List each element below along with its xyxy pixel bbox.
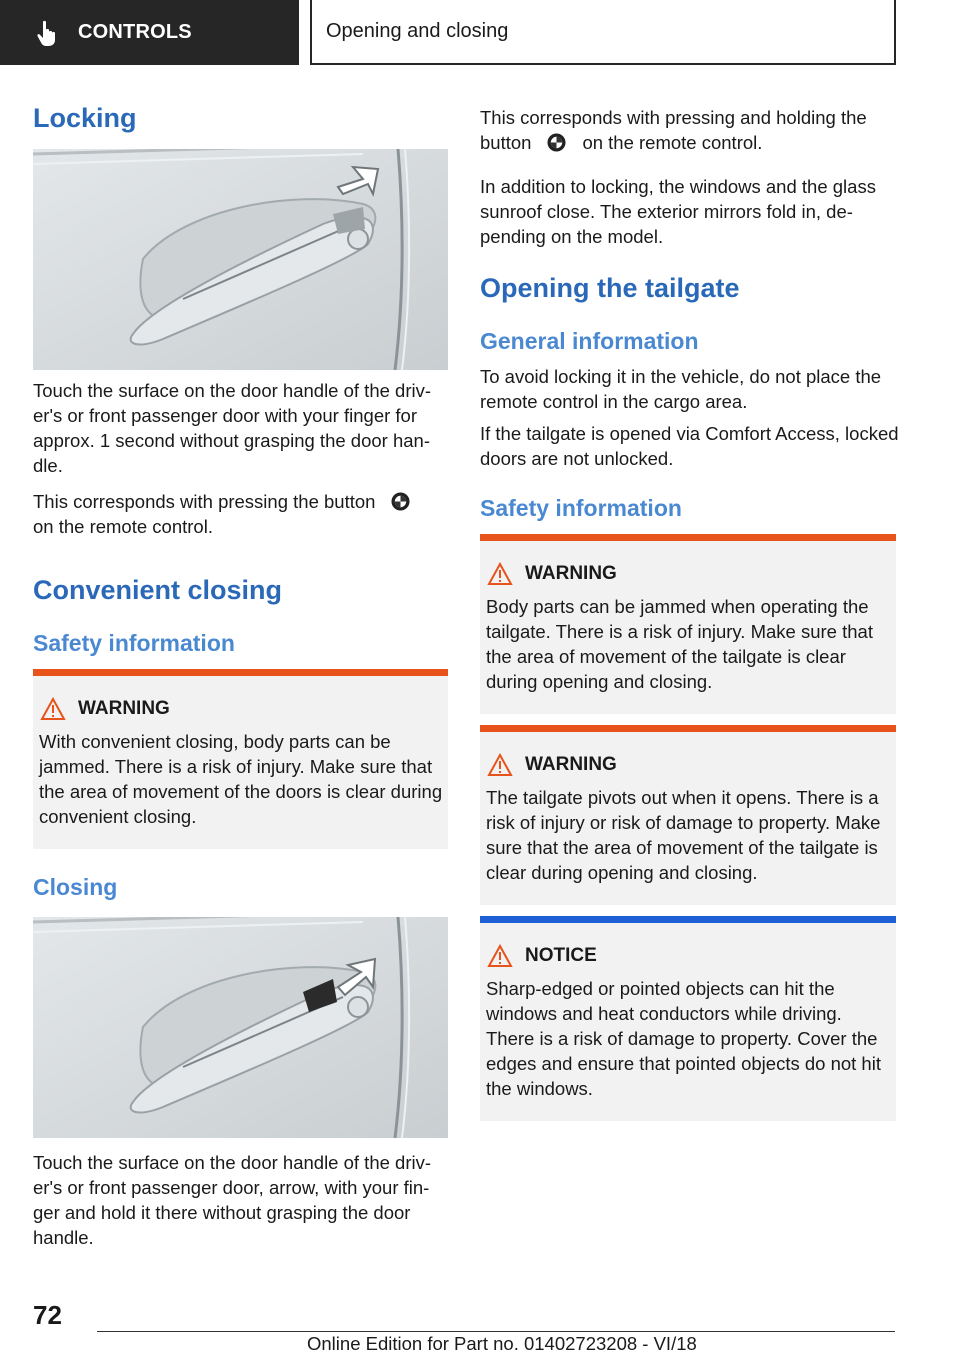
warning-triangle-icon (487, 944, 513, 968)
opening-tailgate-heading: Opening the tailgate (480, 273, 740, 303)
notice-body: Sharp-edged or pointed objects can hit the windows and heat conductors while driving. There is a risk of damage to property. Cover the edges and ensure that pointed objects do not hit the windows. (486, 978, 881, 1099)
topic-tab (310, 0, 896, 65)
locking-paragraph-2-a: This corresponds with pressing the button (33, 491, 376, 512)
door-handle-illustration-closing (33, 917, 448, 1138)
notice-title: NOTICE (525, 945, 597, 966)
notice-box-tailgate (480, 916, 896, 1121)
warning-bar (480, 725, 896, 732)
locking-paragraph-1: Touch the surface on the door handle of the driv-er's or front passenger door with your finger for approx. 1 second without grasping the door han-dle. (33, 380, 432, 476)
right-paragraph-1 (480, 105, 900, 155)
warning-box-convenient (33, 669, 448, 849)
warning-title: WARNING (525, 754, 617, 775)
convenient-closing-heading: Convenient closing (33, 575, 283, 605)
bmw-logo-icon (391, 492, 410, 511)
page-number: 72 (33, 1300, 62, 1330)
footer-edition: Online Edition for Part no. 01402723208 - VI/18 (307, 1333, 697, 1354)
bmw-logo-icon (547, 133, 566, 152)
general-paragraph-2: If the tailgate is opened via Comfort Access, locked doors are not unlocked. (480, 423, 899, 469)
warning-bar (480, 534, 896, 541)
warning-box-tailgate-2 (480, 725, 896, 905)
general-information-heading: General information (480, 328, 699, 354)
locking-heading: Locking (33, 103, 137, 133)
warning-title: WARNING (525, 563, 617, 584)
topic-label: Opening and closing (326, 20, 509, 42)
safety-information-heading-left: Safety information (33, 630, 235, 656)
locking-paragraph-2-b: on the remote control. (33, 516, 213, 537)
closing-paragraph: Touch the surface on the door handle of the driv-er's or front passenger door, arrow, with your fin-ger and hold it there without grasping the door handle. (33, 1152, 432, 1248)
hand-pointer-icon (34, 18, 64, 48)
general-paragraph-1: To avoid locking it in the vehicle, do not place the remote control in the cargo area. (480, 366, 882, 412)
warning-title: WARNING (78, 698, 170, 719)
notice-bar (480, 916, 896, 923)
warning-bar (33, 669, 448, 676)
section-tab (0, 0, 299, 65)
warning-triangle-icon (487, 753, 513, 777)
warning-body: The tailgate pivots out when it opens. There is a risk of injury or risk of damage to property. Make sure that the area of movement of the tailgate is clear during opening and closing. (486, 787, 881, 883)
door-handle-photo-locking (33, 149, 448, 370)
door-handle-photo-closing (33, 917, 448, 1138)
door-handle-illustration (33, 149, 448, 370)
warning-box-tailgate-1 (480, 534, 896, 714)
warning-triangle-icon (487, 562, 513, 586)
warning-body: With convenient closing, body parts can be jammed. There is a risk of injury. Make sure that the area of movement of the doors is clear during convenient closing. (39, 731, 443, 827)
section-label: CONTROLS (78, 21, 192, 43)
warning-body: Body parts can be jammed when operating the tailgate. There is a risk of injury. Make sure that the area of movement of the tailgate is clear during opening and closing. (486, 596, 873, 692)
footer-rule (97, 1331, 895, 1332)
right-paragraph-1-b: on the remote control. (582, 132, 763, 153)
safety-information-heading-right: Safety information (480, 495, 682, 521)
warning-triangle-icon (40, 697, 66, 721)
locking-paragraph-2 (33, 489, 453, 539)
closing-heading: Closing (33, 874, 118, 900)
right-paragraph-2: In addition to locking, the windows and the glass sunroof close. The exterior mirrors fold in, de-pending on the model. (480, 176, 876, 247)
right-paragraph-1-a: This corresponds with pressing and holding the button (480, 107, 867, 153)
